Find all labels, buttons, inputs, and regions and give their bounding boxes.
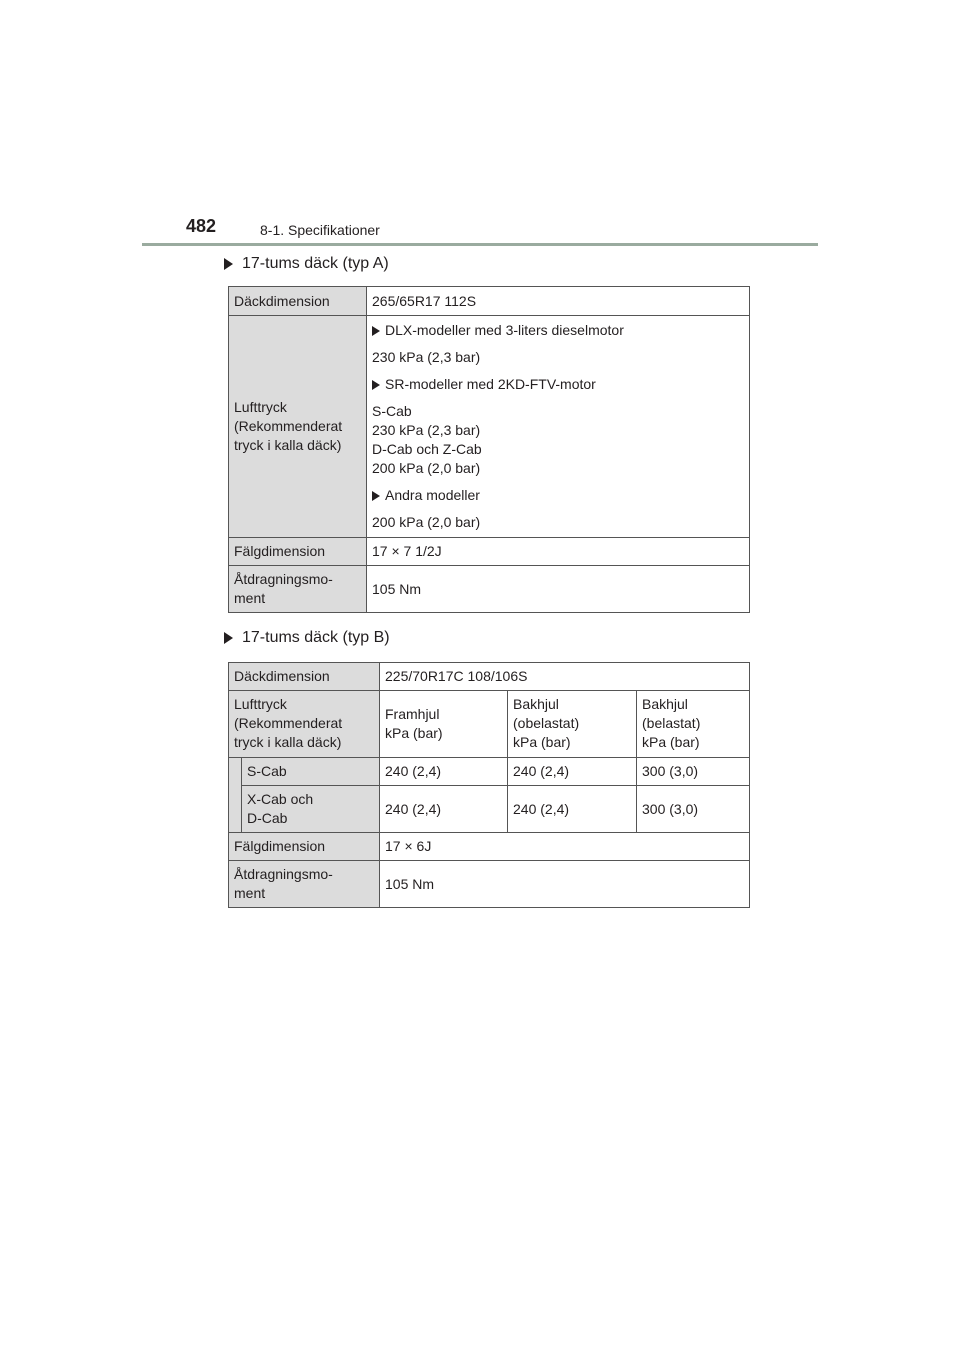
column-header: Bakhjul (belastat) kPa (bar) [637,691,750,758]
torque-label: Åtdragningsmo- ment [229,861,380,908]
tire-table-type-b [228,662,750,908]
table-row [229,861,750,908]
table-cell: 240 (2,4) [380,786,508,833]
table-row [229,316,750,538]
triangle-bullet-icon [224,632,233,644]
table-cell: 300 (3,0) [637,758,750,786]
table-row [229,786,750,833]
table-row [229,833,750,861]
wheel-size-label: Fälgdimension [229,538,367,566]
pressure-group-title [372,486,744,505]
table-row [229,287,750,316]
torque-value: 105 Nm [367,566,750,613]
table-row [229,691,750,758]
pressure-group-title-text: SR-modeller med 2KD-FTV-motor [385,376,596,392]
tire-size-label: Däckdimension [229,287,367,316]
pressure-value-cell [367,316,750,538]
table-row [229,566,750,613]
pressure-group-lines: 200 kPa (2,0 bar) [372,514,481,530]
row-label: S-Cab [242,758,380,786]
pressure-group-title-text: Andra modeller [385,487,480,503]
tire-size-value: 265/65R17 112S [367,287,750,316]
tire-size-label: Däckdimension [229,663,380,691]
table-cell: 240 (2,4) [508,758,637,786]
pressure-group-title [372,321,744,340]
table-row [229,538,750,566]
torque-value: 105 Nm [380,861,750,908]
wheel-size-value: 17 × 7 1/2J [367,538,750,566]
section-title: 8-1. Specifikationer [260,222,380,238]
subheading-type-a [224,255,389,273]
triangle-bullet-icon [372,326,380,336]
table-cell: 240 (2,4) [380,758,508,786]
table-row [229,663,750,691]
pressure-label-continuation [229,758,242,833]
tire-size-value: 225/70R17C 108/106S [380,663,750,691]
pressure-group-title-text: DLX-modeller med 3-liters dieselmotor [385,322,624,338]
row-label: X-Cab och D-Cab [242,786,380,833]
page-number: 482 [186,216,217,236]
subheading-type-b [224,629,390,647]
pressure-label: Lufttryck (Rekommenderat tryck i kalla däck) [229,691,380,758]
table-cell: 300 (3,0) [637,786,750,833]
triangle-bullet-icon [224,258,233,270]
table-row [229,758,750,786]
subheading-text: 17-tums däck (typ A) [242,255,389,272]
triangle-bullet-icon [372,380,380,390]
column-header: Bakhjul (obelastat) kPa (bar) [508,691,637,758]
table-cell: 240 (2,4) [508,786,637,833]
subheading-text: 17-tums däck (typ B) [242,629,390,646]
tire-table-type-a [228,286,750,613]
wheel-size-value: 17 × 6J [380,833,750,861]
wheel-size-label: Fälgdimension [229,833,380,861]
torque-label: Åtdragningsmo- ment [229,566,367,613]
header-rule [142,243,818,246]
pressure-label: Lufttryck (Rekommenderat tryck i kalla däck) [229,316,367,538]
triangle-bullet-icon [372,491,380,501]
pressure-group-lines: 230 kPa (2,3 bar) [372,349,481,365]
column-header: Framhjul kPa (bar) [380,691,508,758]
pressure-group-lines: S-Cab 230 kPa (2,3 bar) D-Cab och Z-Cab 200 kPa (2,0 bar) [372,403,482,476]
pressure-group-title [372,375,744,394]
